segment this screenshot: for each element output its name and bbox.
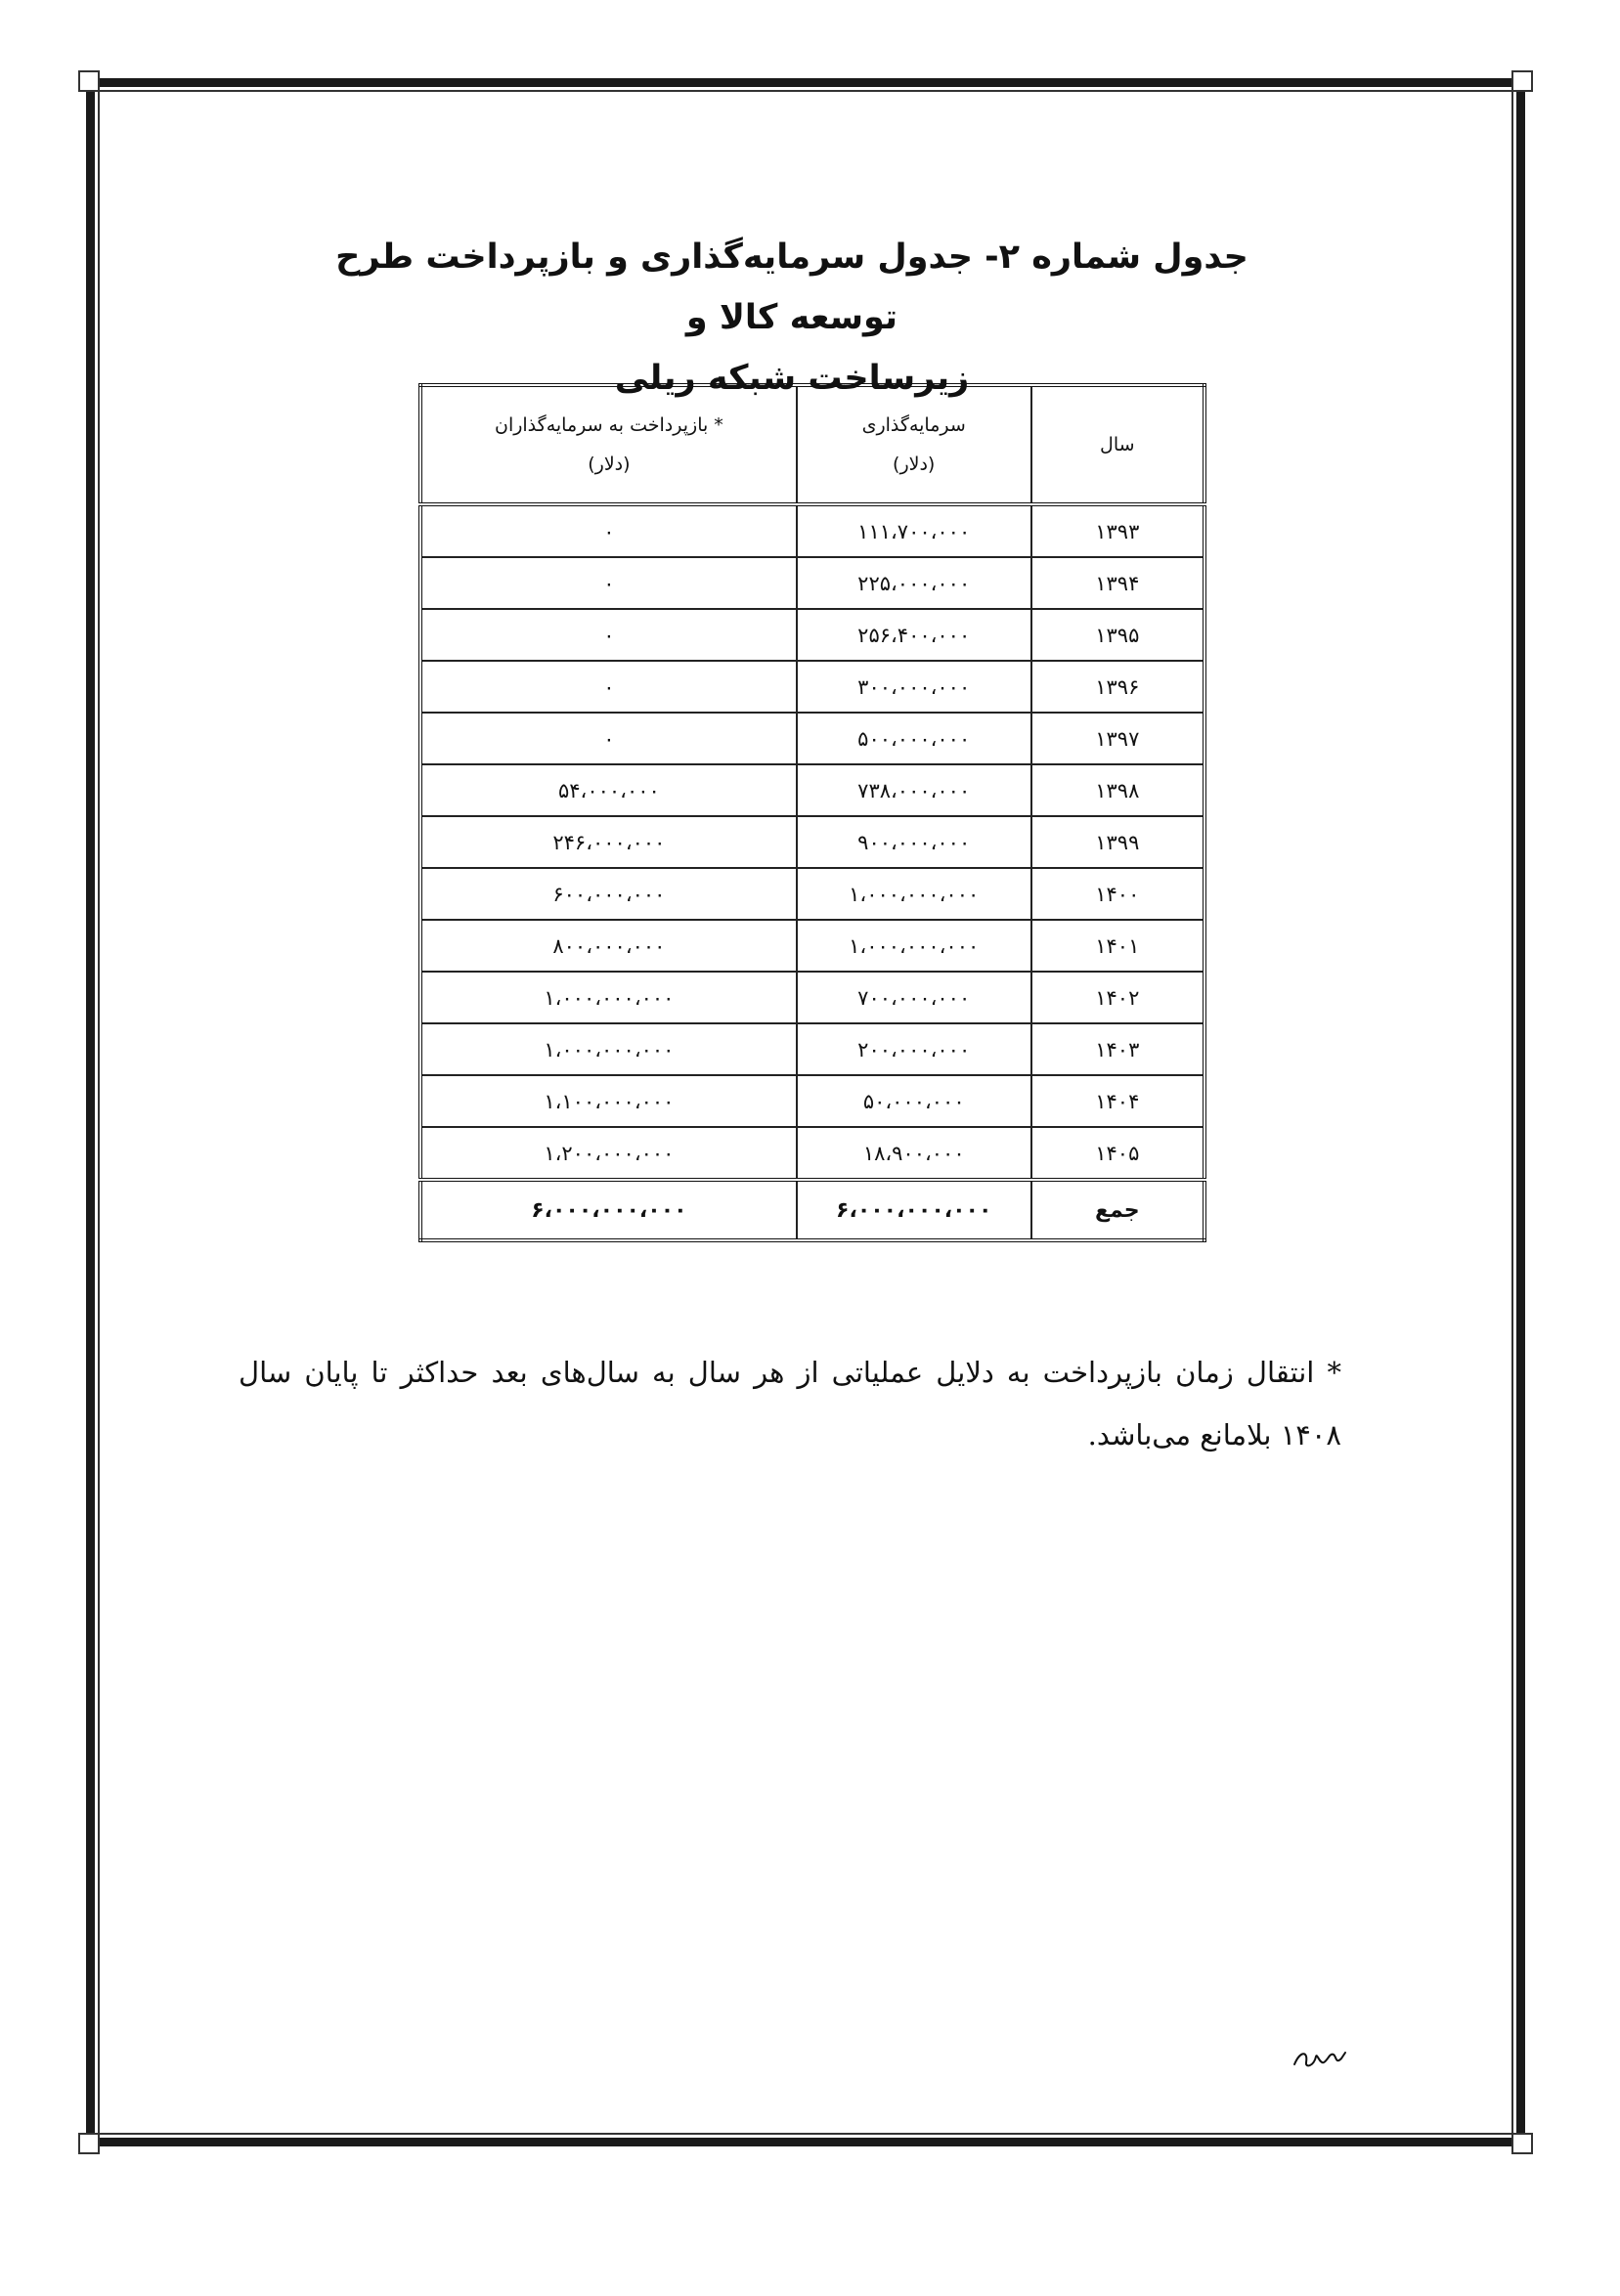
border-corner-ornament	[1511, 2133, 1533, 2154]
cell-year: ۱۳۹۳	[1031, 504, 1204, 557]
header-investment-unit: (دلار)	[893, 454, 936, 475]
table-row	[420, 557, 1204, 609]
cell-total-investment: ۶،۰۰۰،۰۰۰،۰۰۰	[797, 1180, 1031, 1240]
header-investment	[797, 385, 1031, 504]
cell-year: ۱۳۹۹	[1031, 816, 1204, 868]
cell-repayment: ۰	[420, 713, 797, 764]
border-corner-ornament	[78, 70, 100, 92]
table-row	[420, 972, 1204, 1023]
cell-total-label: جمع	[1031, 1180, 1204, 1240]
header-repayment	[420, 385, 797, 504]
header-repayment-label: * بازپرداخت به سرمایه‌گذاران	[495, 414, 723, 436]
cell-investment: ۲۰۰،۰۰۰،۰۰۰	[797, 1023, 1031, 1075]
cell-investment: ۵۰،۰۰۰،۰۰۰	[797, 1075, 1031, 1127]
cell-year: ۱۴۰۴	[1031, 1075, 1204, 1127]
table-row	[420, 661, 1204, 713]
title-line-1: جدول شماره ۲- جدول سرمایه‌گذاری و بازپرداخت طرح توسعه کالا و	[335, 238, 1248, 337]
table-total-row	[420, 1180, 1204, 1240]
cell-investment: ۲۲۵،۰۰۰،۰۰۰	[797, 557, 1031, 609]
table-row	[420, 609, 1204, 661]
border-corner-ornament	[78, 2133, 100, 2154]
cell-repayment: ۰	[420, 557, 797, 609]
cell-investment: ۵۰۰،۰۰۰،۰۰۰	[797, 713, 1031, 764]
border-corner-ornament	[1511, 70, 1533, 92]
header-repayment-unit: (دلار)	[588, 454, 631, 475]
cell-investment: ۱۱۱،۷۰۰،۰۰۰	[797, 504, 1031, 557]
cell-investment: ۱۸،۹۰۰،۰۰۰	[797, 1127, 1031, 1180]
cell-repayment: ۸۰۰،۰۰۰،۰۰۰	[420, 920, 797, 972]
table-row	[420, 1127, 1204, 1180]
cell-repayment: ۱،۰۰۰،۰۰۰،۰۰۰	[420, 972, 797, 1023]
cell-investment: ۳۰۰،۰۰۰،۰۰۰	[797, 661, 1031, 713]
table-row	[420, 816, 1204, 868]
cell-investment: ۷۳۸،۰۰۰،۰۰۰	[797, 764, 1031, 816]
header-investment-label: سرمایه‌گذاری	[861, 414, 966, 436]
handwritten-initials-icon	[1291, 2041, 1369, 2080]
cell-investment: ۹۰۰،۰۰۰،۰۰۰	[797, 816, 1031, 868]
cell-year: ۱۳۹۴	[1031, 557, 1204, 609]
cell-repayment: ۰	[420, 504, 797, 557]
cell-year: ۱۳۹۸	[1031, 764, 1204, 816]
cell-year: ۱۳۹۶	[1031, 661, 1204, 713]
table-row	[420, 1075, 1204, 1127]
title-line-2: زیرساخت شبکه ریلی	[614, 359, 970, 398]
cell-year: ۱۴۰۲	[1031, 972, 1204, 1023]
cell-total-repayment: ۶،۰۰۰،۰۰۰،۰۰۰	[420, 1180, 797, 1240]
cell-year: ۱۳۹۵	[1031, 609, 1204, 661]
cell-investment: ۱،۰۰۰،۰۰۰،۰۰۰	[797, 920, 1031, 972]
table-row	[420, 764, 1204, 816]
header-year: سال	[1031, 385, 1204, 504]
cell-year: ۱۴۰۰	[1031, 868, 1204, 920]
cell-year: ۱۴۰۱	[1031, 920, 1204, 972]
cell-investment: ۱،۰۰۰،۰۰۰،۰۰۰	[797, 868, 1031, 920]
cell-investment: ۷۰۰،۰۰۰،۰۰۰	[797, 972, 1031, 1023]
table-row	[420, 920, 1204, 972]
table-row	[420, 713, 1204, 764]
cell-repayment: ۱،۱۰۰،۰۰۰،۰۰۰	[420, 1075, 797, 1127]
cell-repayment: ۰	[420, 609, 797, 661]
cell-repayment: ۵۴،۰۰۰،۰۰۰	[420, 764, 797, 816]
investment-repayment-table	[418, 383, 1206, 1242]
footnote: * انتقال زمان بازپرداخت به دلایل عملیاتی از هر سال به سال‌های بعد حداکثر تا پایان سال ۱۴۰۸ بلامانع می‌باشد.	[239, 1356, 1341, 1451]
table-header-row	[420, 385, 1204, 504]
table-row	[420, 1023, 1204, 1075]
cell-repayment: ۱،۲۰۰،۰۰۰،۰۰۰	[420, 1127, 797, 1180]
cell-year: ۱۳۹۷	[1031, 713, 1204, 764]
cell-repayment: ۰	[420, 661, 797, 713]
table-row	[420, 868, 1204, 920]
cell-year: ۱۴۰۳	[1031, 1023, 1204, 1075]
table-row	[420, 504, 1204, 557]
cell-investment: ۲۵۶،۴۰۰،۰۰۰	[797, 609, 1031, 661]
handwritten-initials-icon	[1291, 2041, 1349, 2074]
cell-repayment: ۱،۰۰۰،۰۰۰،۰۰۰	[420, 1023, 797, 1075]
page-title	[332, 227, 1251, 409]
cell-repayment: ۶۰۰،۰۰۰،۰۰۰	[420, 868, 797, 920]
cell-year: ۱۴۰۵	[1031, 1127, 1204, 1180]
cell-repayment: ۲۴۶،۰۰۰،۰۰۰	[420, 816, 797, 868]
